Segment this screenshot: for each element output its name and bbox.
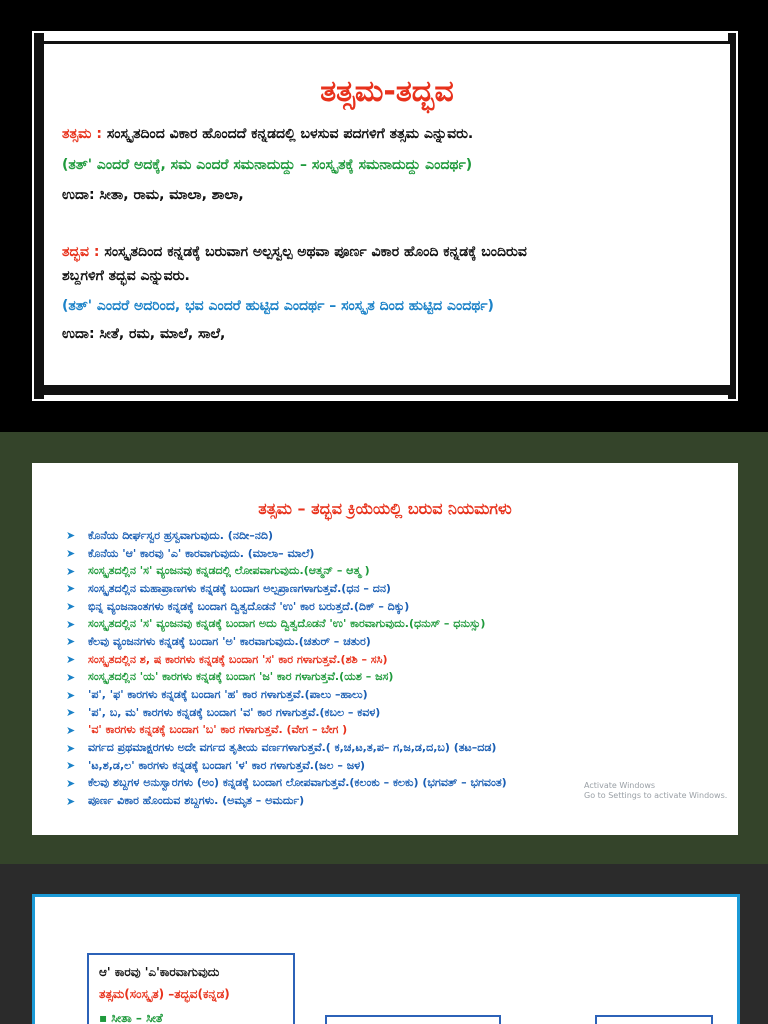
watermark-line-2: Go to Settings to activate Windows. bbox=[584, 791, 728, 800]
rule-text: ಸಂಸ್ಕೃತದಲ್ಲಿನ ಶ, ಷ ಕಾರಗಳು ಕನ್ನಡಕ್ಕೆ ಬಂದಾಗ 'ಸ' ಕಾರ ಗಳಾಗುತ್ತವೆ.(ಶಶಿ – ಸಸಿ) bbox=[88, 652, 388, 666]
rule-text: 'ಟ,ಶ,ಡ,ಲ' ಕಾರಗಳು ಕನ್ನಡಕ್ಕೆ ಬಂದಾಗ 'ಳ' ಕಾರ ಗಳಾಗುತ್ತವೆ.(ಜಲ – ಜಳ) bbox=[88, 758, 366, 772]
slide-3-band bbox=[0, 864, 768, 1024]
arrow-bullet-icon: ➤ bbox=[66, 582, 76, 596]
diagram-box-right bbox=[595, 1015, 713, 1024]
rule-text: 'ಪ', 'ಫ' ಕಾರಗಳು ಕನ್ನಡಕ್ಕೆ ಬಂದಾಗ 'ಹ' ಕಾರ ಗಳಾಗುತ್ತವೆ.(ಪಾಲು –ಹಾಲು) bbox=[88, 688, 368, 702]
slide-1-card bbox=[32, 31, 738, 401]
example-box-subheading: ತತ್ಸಮ(ಸಂಸ್ಕೃತ) –ತದ್ಭವ(ಕನ್ನಡ) bbox=[99, 987, 230, 1001]
tatsama-label: ತತ್ಸಮ : bbox=[62, 126, 102, 142]
rule-text: ಭಿನ್ನ ವ್ಯಂಜನಾಂತಗಳು ಕನ್ನಡಕ್ಕೆ ಬಂದಾಗ ದ್ವಿತ್ವದೊಡನೆ 'ಉ' ಕಾರ ಬರುತ್ತದೆ.(ದಿಕ್ – ದಿಕ್ಕು) bbox=[88, 599, 410, 613]
rule-text: ಸಂಸ್ಕೃತದಲ್ಲಿನ 'ಸ' ವ್ಯಂಜನವು ಕನ್ನಡದಲ್ಲಿ ಲೋಪವಾಗುವುದು.(ಆತ್ಮನ್ – ಆತ್ಮ ) bbox=[88, 564, 370, 578]
rule-item bbox=[66, 669, 507, 687]
rule-item bbox=[66, 598, 507, 616]
slide-2-title: ತತ್ಸಮ – ತದ್ಭವ ಕ್ರಿಯೆಯಲ್ಲಿ ಬರುವ ನಿಯಮಗಳು bbox=[258, 499, 512, 518]
rule-text: ಪೂರ್ಣ ವಿಕಾರ ಹೊಂದುವ ಶಬ್ದಗಳು. (ಅಮೃತ – ಅಮರ್ದು) bbox=[88, 794, 305, 808]
tadbhava-def-text: ಸಂಸ್ಕೃತದಿಂದ ಕನ್ನಡಕ್ಕೆ ಬರುವಾಗ ಅಲ್ಪಸ್ವಲ್ಪ ಅಥವಾ ಪೂರ್ಣ ವಿಕಾರ ಹೊಂದಿ ಕನ್ನಡಕ್ಕೆ ಬಂದಿರುವ bbox=[99, 244, 527, 260]
rule-text: ಸಂಸ್ಕೃತದಲ್ಲಿನ 'ಸ' ವ್ಯಂಜನವು ಕನ್ನಡಕ್ಕೆ ಬಂದಾಗ ಅದು ದ್ವಿತ್ವದೊಡನೆ 'ಉ' ಕಾರವಾಗುವುದು.(ಧನುಸ್ – ಧನುಸ್ಸು) bbox=[88, 617, 486, 631]
arrow-bullet-icon: ➤ bbox=[66, 617, 76, 631]
rule-item bbox=[66, 704, 507, 722]
example-box-item: ▪ ಸೀತಾ – ಸೀತೆ bbox=[99, 1011, 163, 1024]
rule-text: 'ಪ', ಬ, ಮ' ಕಾರಗಳು ಕನ್ನಡಕ್ಕೆ ಬಂದಾಗ 'ವ' ಕಾರ ಗಳಾಗುತ್ತವೆ.(ಕಬಲ – ಕವಳ) bbox=[88, 705, 381, 719]
rule-text: ಕೊನೆಯ ದೀರ್ಘಸ್ವರ ಹ್ರಸ್ವವಾಗುವುದು. (ನದೀ–ನದಿ) bbox=[88, 528, 273, 542]
slide-3-card bbox=[32, 894, 740, 1024]
tadbhava-meaning: (ತತ್' ಎಂದರೆ ಅದರಿಂದ, ಭವ ಎಂದರೆ ಹುಟ್ಟಿದ ಎಂದರ್ಥ – ಸಂಸ್ಕೃತ ದಿಂದ ಹುಟ್ಟಿದ ಎಂದರ್ಥ) bbox=[62, 298, 494, 314]
tadbhava-definition bbox=[62, 244, 527, 260]
tadbhava-label: ತದ್ಭವ : bbox=[62, 244, 100, 260]
rule-item bbox=[66, 792, 507, 810]
rule-item bbox=[66, 545, 507, 563]
rule-item bbox=[66, 722, 507, 740]
arrow-bullet-icon: ➤ bbox=[66, 653, 76, 667]
tadbhava-example: ಉದಾ: ಸೀತೆ, ರಮ, ಮಾಲೆ, ಸಾಲೆ, bbox=[62, 326, 226, 342]
rule-text: ಕೆಲವು ವ್ಯಂಜನಗಳು ಕನ್ನಡಕ್ಕೆ ಬಂದಾಗ 'ಅ' ಕಾರವಾಗುವುದು.(ಚತುರ್ – ಚತುರ) bbox=[88, 634, 371, 648]
arrow-bullet-icon: ➤ bbox=[66, 670, 76, 684]
slide-1-frame-bottom bbox=[44, 385, 730, 395]
tadbhava-definition-cont: ಶಬ್ದಗಳಿಗೆ ತದ್ಭವ ಎನ್ನುವರು. bbox=[62, 268, 190, 284]
slide-1-content bbox=[44, 41, 730, 385]
arrow-bullet-icon: ➤ bbox=[66, 723, 76, 737]
tatsama-definition bbox=[62, 126, 473, 142]
rule-item bbox=[66, 651, 507, 669]
example-box-heading: ಆ' ಕಾರವು 'ಎ'ಕಾರವಾಗುವುದು bbox=[99, 965, 220, 979]
slide-2-band bbox=[0, 432, 768, 864]
arrow-bullet-icon: ➤ bbox=[66, 529, 76, 543]
rule-text: ಸಂಸ್ಕೃತದಲ್ಲಿನ 'ಯ' ಕಾರಗಳು ಕನ್ನಡಕ್ಕೆ ಬಂದಾಗ 'ಜ' ಕಾರ ಗಳಾಗುತ್ತವೆ.(ಯಶ – ಜಸ) bbox=[88, 670, 394, 684]
rule-text: 'ವ' ಕಾರಗಳು ಕನ್ನಡಕ್ಕೆ ಬಂದಾಗ 'ಬ' ಕಾರ ಗಳಾಗುತ್ತವೆ. (ವೇಗ – ಬೇಗ ) bbox=[88, 723, 348, 737]
rule-text: ಕೆಲವು ಶಬ್ದಗಳ ಅನುಸ್ವಾರಗಳು (ಅಂ) ಕನ್ನಡಕ್ಕೆ ಬಂದಾಗ ಲೋಪವಾಗುತ್ತವೆ.(ಕಲಂಕು – ಕಲಕು) (ಭಗವತ್ – ಭಗವಂತ) bbox=[88, 776, 507, 790]
slide-2-card bbox=[32, 463, 738, 835]
rule-item bbox=[66, 633, 507, 651]
activate-windows-watermark bbox=[584, 781, 727, 801]
rule-item bbox=[66, 686, 507, 704]
arrow-bullet-icon: ➤ bbox=[66, 600, 76, 614]
rule-item bbox=[66, 527, 507, 545]
arrow-bullet-icon: ➤ bbox=[66, 635, 76, 649]
rules-list bbox=[66, 527, 507, 810]
arrow-bullet-icon: ➤ bbox=[66, 564, 76, 578]
slide-1-title: ತತ್ಸಮ-ತದ್ಭವ bbox=[320, 74, 454, 109]
rule-text: ಕೊನೆಯ 'ಆ' ಕಾರವು 'ಎ' ಕಾರವಾಗುವುದು. (ಮಾಲಾ– ಮಾಲೆ) bbox=[88, 546, 315, 560]
arrow-bullet-icon: ➤ bbox=[66, 688, 76, 702]
rule-item bbox=[66, 615, 507, 633]
slide-1-band bbox=[0, 0, 768, 432]
tatsama-meaning: (ತತ್' ಎಂದರೆ ಅದಕ್ಕೆ, ಸಮ ಎಂದರೆ ಸಮನಾದುದ್ದು – ಸಂಸ್ಕೃತಕ್ಕೆ ಸಮನಾದುದ್ದು ಎಂದರ್ಥ) bbox=[62, 157, 473, 173]
slide-1-frame-left bbox=[34, 33, 44, 399]
rule-item bbox=[66, 757, 507, 775]
arrow-bullet-icon: ➤ bbox=[66, 706, 76, 720]
arrow-bullet-icon: ➤ bbox=[66, 759, 76, 773]
arrow-bullet-icon: ➤ bbox=[66, 776, 76, 790]
diagram-box-middle bbox=[325, 1015, 501, 1024]
rule-example-box bbox=[87, 953, 295, 1024]
rule-item bbox=[66, 775, 507, 793]
arrow-bullet-icon: ➤ bbox=[66, 741, 76, 755]
tatsama-example: ಉದಾ: ಸೀತಾ, ರಾಮ, ಮಾಲಾ, ಶಾಲಾ, bbox=[62, 187, 244, 203]
rule-item bbox=[66, 739, 507, 757]
rule-item bbox=[66, 562, 507, 580]
tatsama-def-text: ಸಂಸ್ಕೃತದಿಂದ ವಿಕಾರ ಹೊಂದದೆ ಕನ್ನಡದಲ್ಲಿ ಬಳಸುವ ಪದಗಳಿಗೆ ತತ್ಸಮ ಎನ್ನುವರು. bbox=[101, 126, 474, 142]
arrow-bullet-icon: ➤ bbox=[66, 794, 76, 808]
watermark-line-1: Activate Windows bbox=[584, 781, 656, 790]
arrow-bullet-icon: ➤ bbox=[66, 547, 76, 561]
rule-item bbox=[66, 580, 507, 598]
rule-text: ವರ್ಗದ ಪ್ರಥಮಾಕ್ಷರಗಳು ಅದೇ ವರ್ಗದ ತೃತೀಯ ವರ್ಣಗಳಾಗುತ್ತವೆ.( ಕ,ಚ,ಟ,ತ,ಪ– ಗ,ಜ,ಡ,ದ,ಬ) (ತಟ–ದಡ) bbox=[88, 741, 497, 755]
rule-text: ಸಂಸ್ಕೃತದಲ್ಲಿನ ಮಹಾಪ್ರಾಣಗಳು ಕನ್ನಡಕ್ಕೆ ಬಂದಾಗ ಅಲ್ಪಪ್ರಾಣಗಳಾಗುತ್ತವೆ.(ಧನ – ದನ) bbox=[88, 581, 391, 595]
